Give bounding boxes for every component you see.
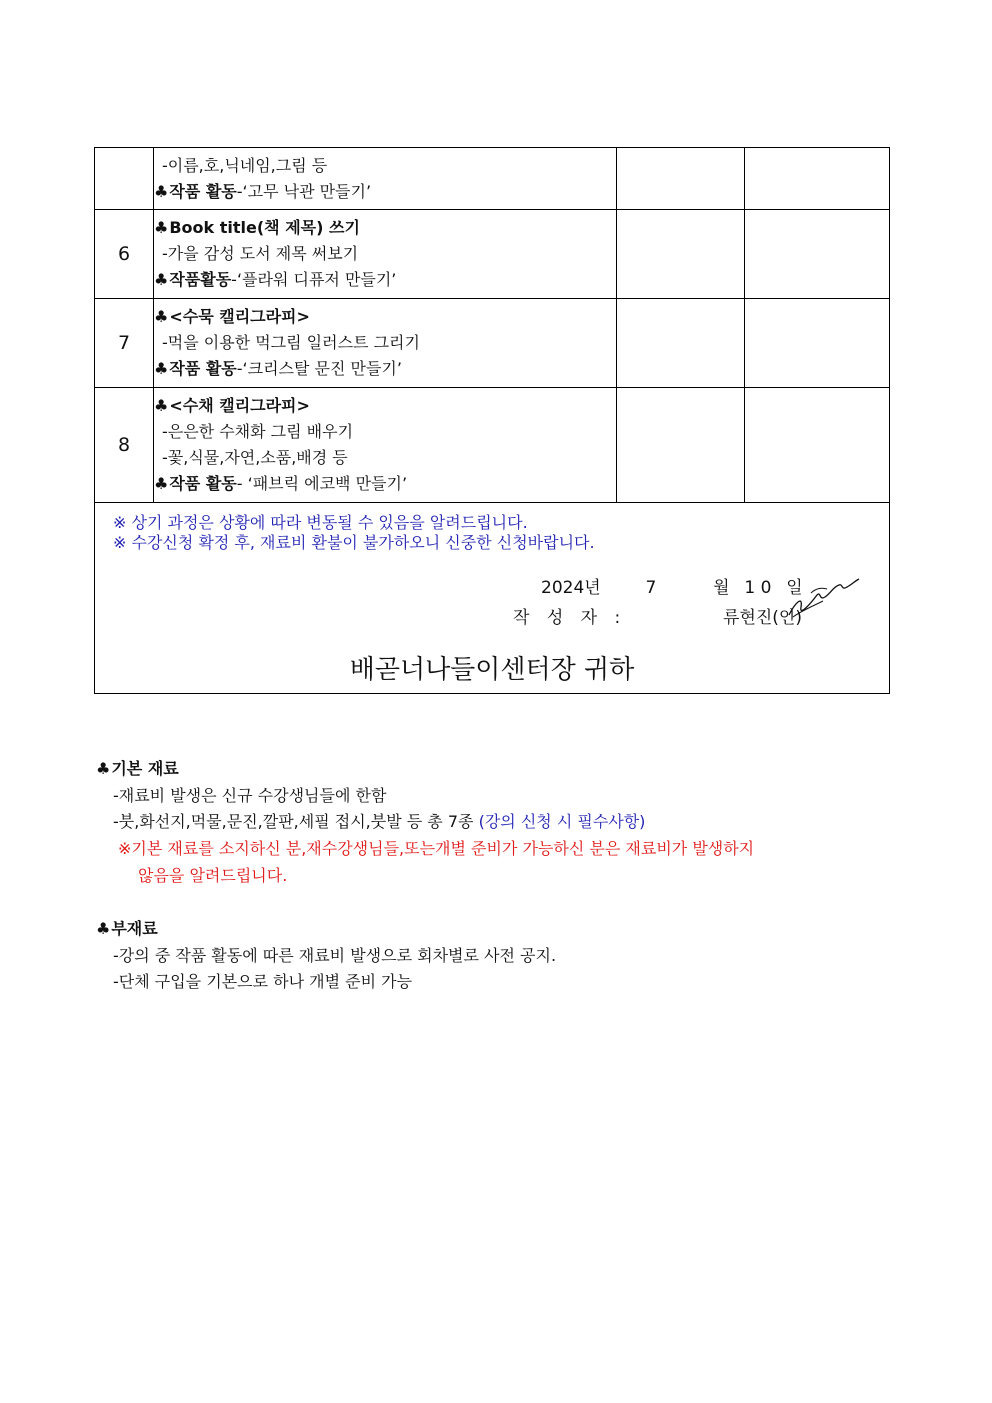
date-day: 1 0: [744, 578, 772, 598]
session-content: [154, 148, 617, 210]
session-title: Book title(책 제목) 쓰기: [169, 218, 360, 237]
club-icon: ♣: [154, 396, 169, 415]
basic-materials-line: -재료비 발생은 신규 수강생님들에 한함: [113, 786, 387, 805]
activity-line: [154, 267, 616, 293]
activity-text: -‘크리스탈 문진 만들기’: [236, 359, 402, 378]
date-month: 7: [645, 578, 657, 598]
content-line: -꽃,식물,자연,소품,배경 등: [162, 448, 348, 467]
session-number: 6: [95, 210, 154, 299]
activity-label: 작품 활동: [169, 181, 237, 201]
activity-line: [154, 356, 616, 382]
session-content: [154, 210, 617, 299]
content-line: -먹을 이용한 먹그림 일러스트 그리기: [162, 333, 420, 352]
basic-materials-heading: [96, 756, 179, 782]
table-row: [95, 299, 890, 388]
empty-cell: [745, 388, 890, 503]
date-line: [541, 573, 803, 598]
session-number: 7: [95, 299, 154, 388]
footer-cell: [95, 503, 890, 694]
session-content: [154, 388, 617, 503]
empty-cell: [745, 299, 890, 388]
schedule-table: [94, 147, 890, 694]
title-line: [154, 393, 616, 419]
session-title: <수채 캘리그라피>: [169, 396, 310, 415]
basic-materials-title: 기본 재료: [111, 759, 179, 778]
activity-text: - ‘패브릭 에코백 만들기’: [236, 474, 408, 493]
club-icon: ♣: [154, 307, 169, 326]
content-line: -가을 감성 도서 제목 써보기: [162, 244, 359, 263]
club-icon: ♣: [154, 270, 169, 289]
empty-cell: [745, 148, 890, 210]
empty-cell: [617, 299, 745, 388]
warning-line: 않음을 알려드립니다.: [138, 866, 288, 885]
signature-image: [781, 573, 861, 623]
activity-label: 작품 활동: [169, 359, 237, 378]
activity-label: 작품활동: [169, 270, 232, 289]
club-icon: ♣: [154, 359, 169, 378]
table-row: [95, 148, 890, 210]
club-icon: ♣: [154, 218, 169, 237]
session-number: 8: [95, 388, 154, 503]
sub-materials-line: -단체 구입을 기본으로 하나 개별 준비 가능: [113, 972, 413, 991]
table-row: [95, 388, 890, 503]
footer-row: [95, 503, 890, 694]
author-name: 류현진(인): [723, 608, 802, 628]
activity-text: -‘고무 낙관 만들기’: [236, 181, 372, 201]
club-icon: ♣: [96, 919, 111, 938]
activity-label: 작품 활동: [169, 474, 237, 493]
session-title: <수묵 캘리그라피>: [169, 307, 310, 326]
session-number: [95, 148, 154, 210]
title-line: [154, 304, 616, 330]
table-row: [95, 210, 890, 299]
sub-materials-heading: [96, 916, 158, 942]
basic-materials-line: [113, 809, 645, 835]
club-icon: ♣: [154, 474, 169, 493]
title-line: [154, 215, 616, 241]
materials-note: (강의 신청 시 필수사항): [478, 812, 646, 831]
empty-cell: [617, 210, 745, 299]
sub-materials-line: -강의 중 작품 활동에 따른 재료비 발생으로 회차별로 사전 공지.: [113, 946, 557, 965]
materials-list: -붓,화선지,먹물,문진,깔판,세필 접시,붓발 등 총 7종: [113, 812, 474, 831]
empty-cell: [617, 148, 745, 210]
club-icon: ♣: [96, 759, 111, 778]
empty-cell: [617, 388, 745, 503]
activity-line: [154, 179, 616, 205]
empty-cell: [745, 210, 890, 299]
notice-line: ※ 상기 과정은 상황에 따라 변동될 수 있음을 알려드립니다.: [113, 513, 528, 532]
date-year: 2024년: [541, 578, 601, 598]
activity-text: -‘플라워 디퓨저 만들기’: [231, 270, 397, 289]
activity-line: [154, 471, 616, 497]
author-line: [513, 603, 802, 628]
month-label: 월: [713, 578, 730, 598]
content-line: -은은한 수채화 그림 배우기: [162, 422, 354, 441]
day-label: 일: [786, 578, 803, 598]
notice-line: ※ 수강신청 확정 후, 재료비 환불이 불가하오니 신중한 신청바랍니다.: [113, 533, 595, 552]
author-label: 작 성 자 :: [513, 608, 627, 628]
sub-materials-title: 부재료: [111, 919, 158, 938]
addressee-line: 배곧너나들이센터장 귀하: [349, 655, 635, 685]
session-content: [154, 299, 617, 388]
warning-line: ※기본 재료를 소지하신 분,재수강생님들,또는개별 준비가 가능하신 분은 재료비가 발생하지: [118, 839, 755, 858]
content-line: -이름,호,닉네임,그림 등: [162, 155, 328, 175]
club-icon: ♣: [154, 181, 169, 201]
